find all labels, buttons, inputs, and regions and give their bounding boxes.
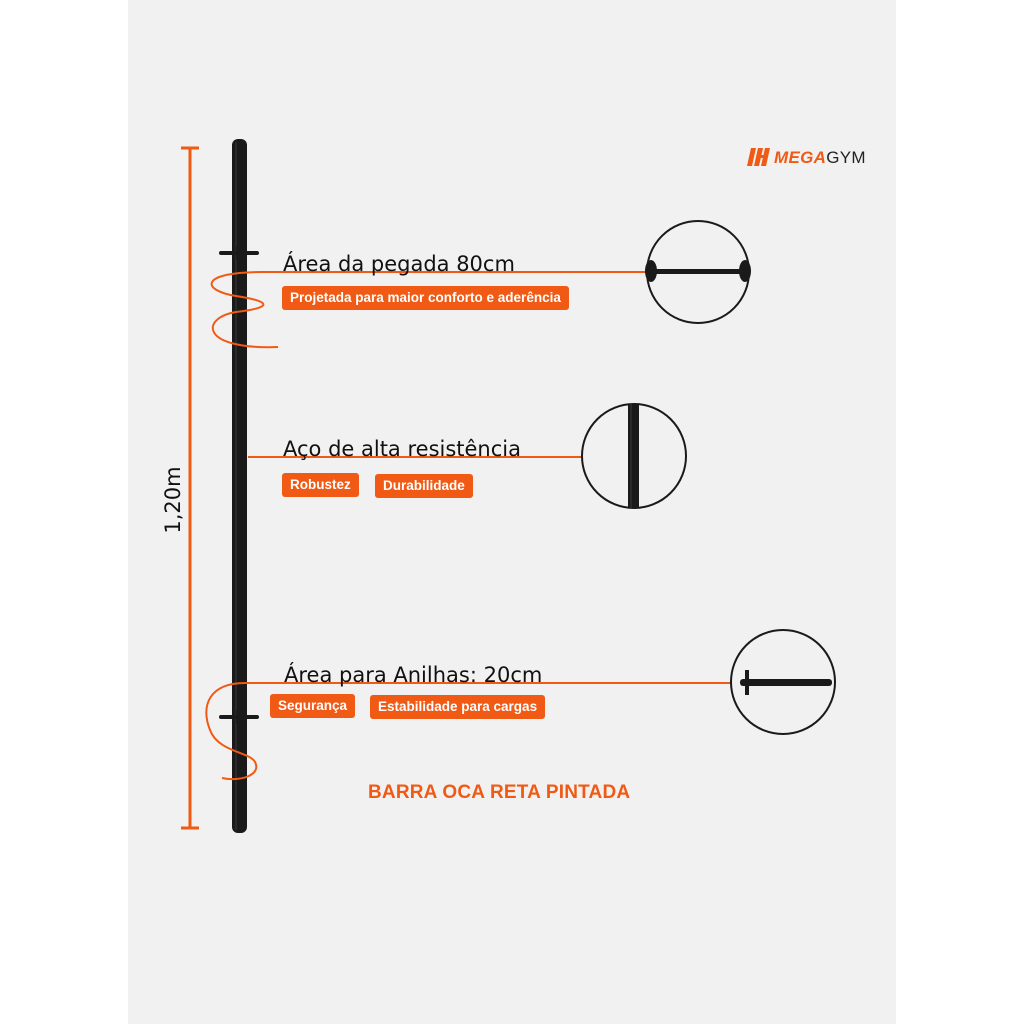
detail-circle-grip [645,221,751,323]
detail-circle-plates [731,630,835,734]
brand-logo [747,146,866,168]
feature-plates-tag-stability: Estabilidade para cargas [370,695,545,719]
barbell-bar [232,139,247,833]
feature-steel-title: Aço de alta resistência [283,437,521,461]
product-title: BARRA OCA RETA PINTADA [368,782,631,803]
feature-steel-tag-robustness: Robustez [282,473,359,497]
feature-plates-tag-safety: Segurança [270,694,355,718]
megagym-logo-icon [747,146,771,168]
feature-steel-tag-durability: Durabilidade [375,474,473,498]
brand-name-part1: MEGA [774,147,827,167]
collar-bottom [219,710,259,724]
detail-circle-steel [582,404,686,508]
length-dimension-label: 1,20m [161,466,185,534]
feature-grip-title: Área da pegada 80cm [283,252,515,276]
collar-top [219,246,259,260]
feature-grip-tag: Projetada para maior conforto e aderência [282,286,569,310]
feature-plates-title: Área para Anilhas: 20cm [284,663,543,687]
brand-name-part2: GYM [826,147,866,167]
